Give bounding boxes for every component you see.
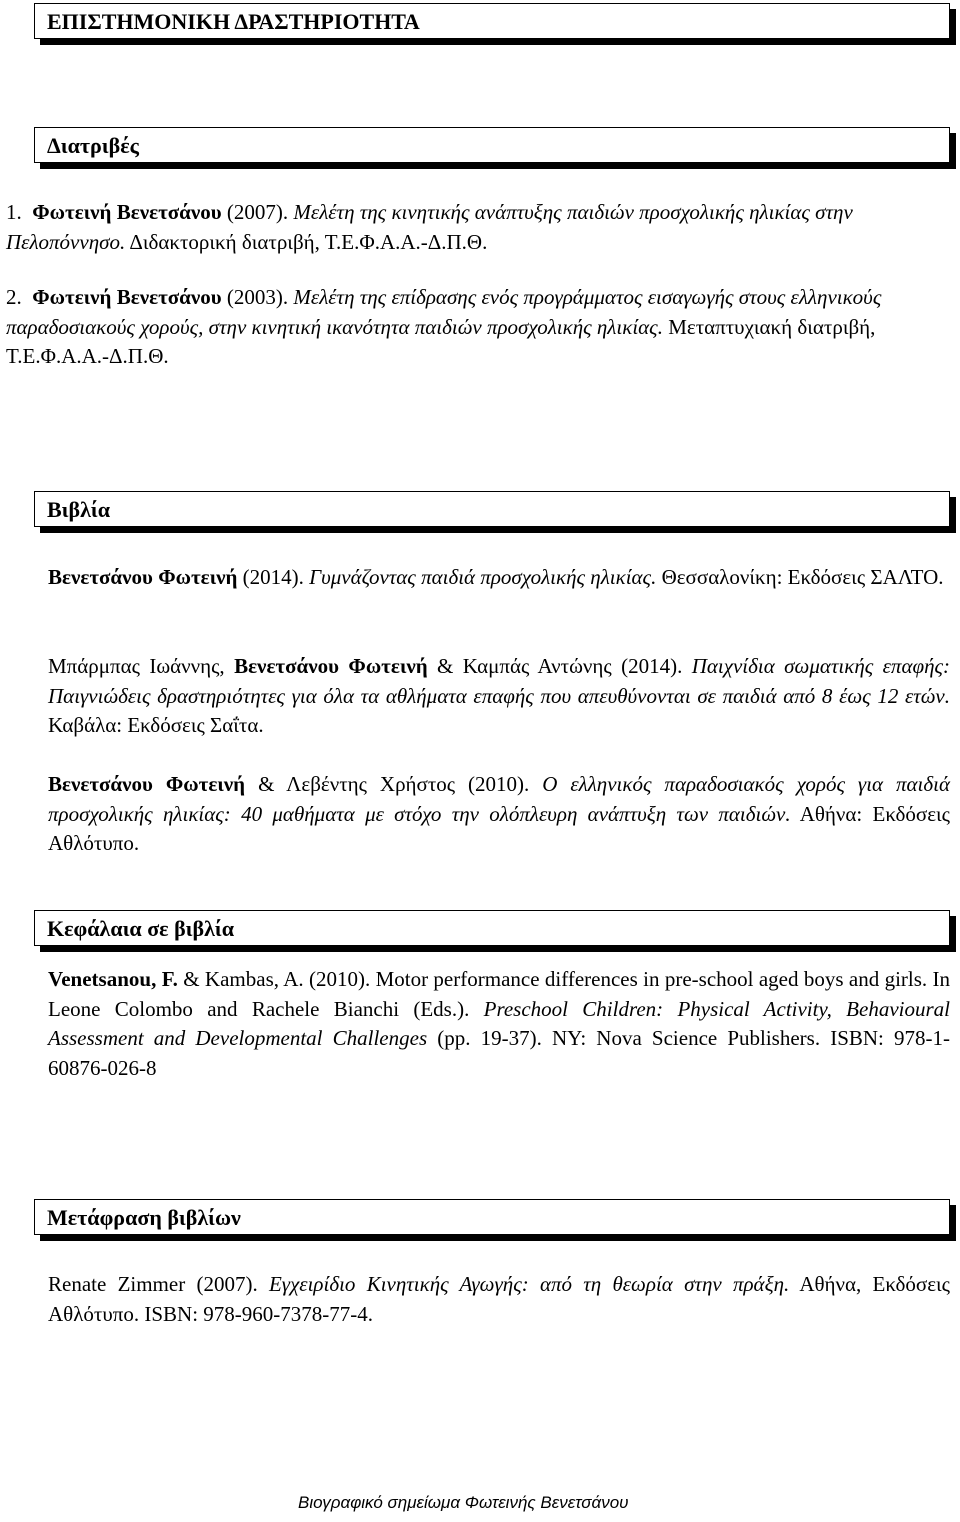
section-heading-translations: Μετάφραση βιβλίων <box>34 1199 950 1235</box>
author-name: Βενετσάνου Φωτεινή <box>234 654 428 678</box>
section-heading-chapters: Κεφάλαια σε βιβλία <box>34 910 950 946</box>
translation-item-1: Renate Zimmer (2007). Εγχειρίδιο Κινητικής Αγωγής: από τη θεωρία στην πράξη. Αθήνα, Εκδόσεις Αθλότυπο. ISBN: 978-960-7378-77-4. <box>48 1272 950 1326</box>
work-title: Preschool Children: Physical Activity, Behavioural Assessment and Developmental Challenges <box>48 996 950 1050</box>
work-title: Ο ελληνικός παραδοσιακός χορός για παιδιά προσχολικής ηλικίας: 40 μαθήματα με στόχο την ολόπλευρη ανάπτυξη των παιδιών. <box>48 772 950 826</box>
author-name: Φωτεινή Βενετσάνου <box>32 200 222 224</box>
item-number: 1. <box>6 200 22 224</box>
page-footer: Βιογραφικό σημείωμα Φωτεινής Βενετσάνου <box>298 1493 629 1512</box>
author-name: Φωτεινή Βενετσάνου <box>32 285 222 309</box>
work-title: Εγχειρίδιο Κινητικής Αγωγής: από τη θεωρία στην πράξη. <box>268 1272 790 1296</box>
section-heading-books: Βιβλία <box>34 491 950 527</box>
work-title: Μελέτη της κινητικής ανάπτυξης παιδιών προσχολικής ηλικίας στην Πελοπόννησο. <box>6 200 853 254</box>
work-title: Γυμνάζοντας παιδιά προσχολικής ηλικίας. <box>309 565 657 589</box>
book-item-2: Μπάρμπας Ιωάννης, Βενετσάνου Φωτεινή & Καμπάς Αντώνης (2014). Παιχνίδια σωματικής επαφής: Παιγνιώδεις δραστηριότητες για όλα τα αθλήματα επαφής που απευθύνονται σε παιδιά από 8 έως 12 ετών. Καβάλα: Εκδόσεις Σαΐτα. <box>48 654 951 737</box>
book-item-3: Βενετσάνου Φωτεινή & Λεβέντης Χρήστος (2010). Ο ελληνικός παραδοσιακός χορός για παιδιά προσχολικής ηλικίας: 40 μαθήματα με στόχο την ολόπλευρη ανάπτυξη των παιδιών. Αθήνα: Εκδόσεις Αθλότυπο. <box>48 772 950 855</box>
author-name: Βενετσάνου Φωτεινή <box>48 565 238 589</box>
author-name: Venetsanou, F. <box>48 967 178 991</box>
book-item-1: Βενετσάνου Φωτεινή (2014). Γυμνάζοντας παιδιά προσχολικής ηλικίας. Θεσσαλονίκη: Εκδόσεις ΣΑΛΤΟ. <box>48 565 944 589</box>
work-title: Παιχνίδια σωματικής επαφής: Παιγνιώδεις δραστηριότητες για όλα τα αθλήματα επαφής που απευθύνονται σε παιδιά από 8 έως 12 ετών. <box>48 654 951 708</box>
chapter-item-1: Venetsanou, F. & Kambas, A. (2010). Motor performance differences in pre-school aged boys and girls. In Leone Colombo and Rachele Bianchi (Eds.). Preschool Children: Physical Activity, Behavioural Assessment and Developmental Challenges (pp. 19-37). NY: Nova Science Publishers. ISBN: 978-1-60876-026-8 <box>48 967 951 1080</box>
page-title: ΕΠΙΣΤΗΜΟΝΙΚΗ ΔΡΑΣΤΗΡΙΟΤΗΤΑ <box>34 3 950 39</box>
work-title: Μελέτη της επίδρασης ενός προγράμματος εισαγωγής στους ελληνικούς παραδοσιακούς χορούς, στην κινητική ικανότητα παιδιών προσχολικής ηλικίας. <box>6 285 882 339</box>
section-heading-dissertations: Διατριβές <box>34 127 950 163</box>
dissertation-item-2: 2. Φωτεινή Βενετσάνου (2003). Μελέτη της επίδρασης ενός προγράμματος εισαγωγής στους ελληνικούς παραδοσιακούς χορούς, στην κινητική ικανότητα παιδιών προσχολικής ηλικίας. Μεταπτυχιακή διατριβή, Τ.Ε.Φ.Α.Α.-Δ.Π.Θ. <box>6 285 882 368</box>
item-number: 2. <box>6 285 22 309</box>
dissertation-item-1: 1. Φωτεινή Βενετσάνου (2007). Μελέτη της κινητικής ανάπτυξης παιδιών προσχολικής ηλικίας στην Πελοπόννησο. Διδακτορική διατριβή, Τ.Ε.Φ.Α.Α.-Δ.Π.Θ. <box>6 200 853 254</box>
author-name: Βενετσάνου Φωτεινή <box>48 772 246 796</box>
